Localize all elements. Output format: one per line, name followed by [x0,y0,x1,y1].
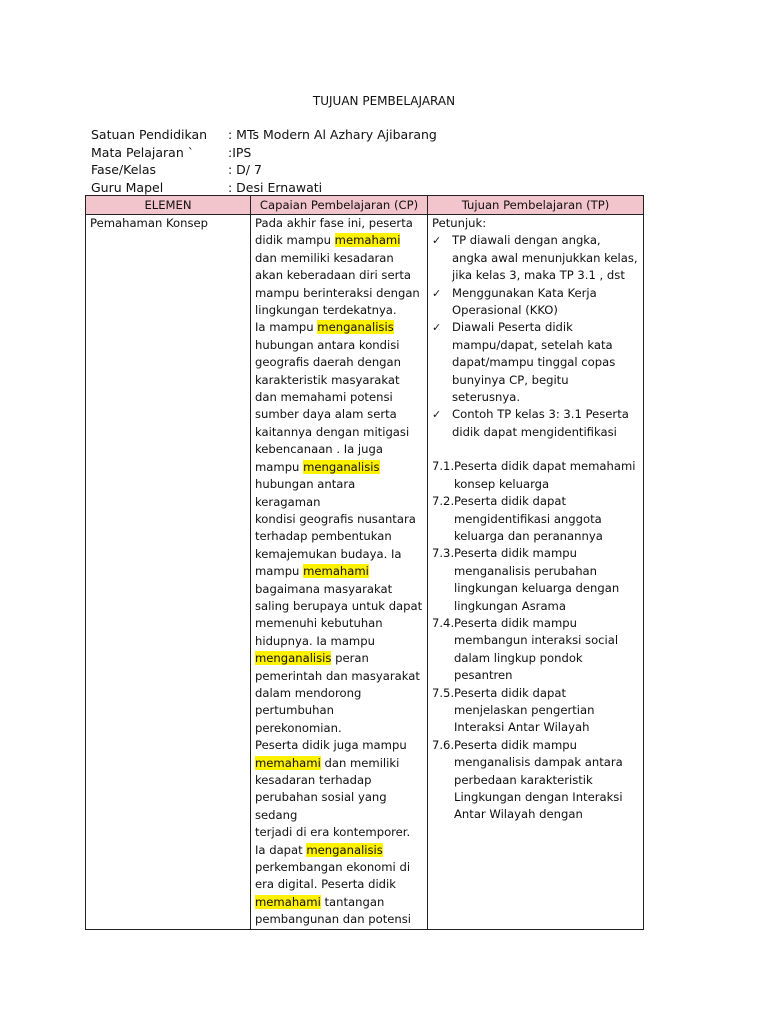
document-title: TUJUAN PEMBELAJARAN [312,94,456,108]
cp-text: hubungan antara keragaman [255,477,356,509]
tp-text: Peserta didik mampu menganalisis perubahan lingkungan keluarga dengan lingkungan Asrama [454,546,620,613]
tp-text: Peserta didik dapat memahami konsep keluarga [454,459,636,491]
meta-label: Fase/Kelas [91,162,157,177]
meta-row-school [91,126,437,144]
tp-item [432,493,639,545]
cp-text: tantangan pembangunan dan potensi [255,894,412,927]
meta-value: : MTs Modern Al Azhary Ajibarang [228,127,437,142]
cp-text: peran pemerintah dan masyarakat dalam mendorong pertumbuhan perekonomian. [255,651,420,735]
cp-cell [251,215,428,930]
meta-row-subject [91,144,437,162]
cp-text: Pada akhir fase ini, peserta didik mampu [255,216,413,248]
cp-text: bagaimana masyarakat saling berupaya untuk dapat memenuhi kebutuhan hidupnya. Ia mampu [255,581,423,648]
tp-number: 7.2. [432,494,455,509]
tp-item [432,545,639,615]
tp-number: 7.4. [432,615,455,630]
header-tp: Tujuan Pembelajaran (TP) [428,196,644,215]
checkmark-icon: ✓ [432,234,442,248]
cp-text: terjadi di era kontemporer. [255,825,411,840]
cp-text: dan memiliki kesadaran akan keberadaan diri serta mampu berinteraksi dengan lingkungan terdekatnya. [255,250,420,318]
tp-number: 7.6. [432,737,455,752]
instruction-checklist [432,232,639,441]
meta-row-phase-class [91,161,437,179]
tp-text: Peserta didik dapat menjelaskan pengertian Interaksi Antar Wilayah [454,685,595,735]
highlighted-verb: menganalisis [306,842,383,857]
meta-label: Mata Pelajaran ` [91,144,194,160]
meta-label: Guru Mapel [91,179,164,195]
cp-text: hubungan antara kondisi geografis daerah dengan karakteristik masyarakat dan memahami potensi sumber daya alam serta kaitannya dengan mitigasi kebencanaan . Ia juga mampu [255,337,410,474]
tp-item [432,458,639,493]
table-row [86,215,644,930]
cp-text: perkembangan ekonomi di era digital. Peserta didik [255,860,411,892]
tp-item [432,685,639,737]
table-header-row [86,196,644,215]
tp-item [432,615,639,685]
highlighted-verb: memahami [303,564,369,579]
document-meta [91,126,437,196]
learning-objectives-table [85,195,644,930]
tp-number: 7.1. [432,459,455,474]
tp-text: Peserta didik dapat mengidentifikasi anggota keluarga dan peranannya [454,494,603,543]
tp-number: 7.5. [432,685,455,700]
meta-value: :IPS [228,144,252,160]
header-element: ELEMEN [86,196,251,215]
cp-text: Ia dapat [255,842,307,857]
checklist-text: TP diawali dengan angka, angka awal menunjukkan kelas, jika kelas 3, maka TP 3.1 , dst [452,233,638,283]
meta-label: Satuan Pendidikan [91,127,208,142]
checkmark-icon: ✓ [432,286,442,300]
tp-text: Peserta didik mampu membangun interaksi social dalam lingkup pondok pesantren [454,615,619,683]
header-cp: Capaian Pembelajaran (CP) [251,196,428,215]
spacer [432,441,639,458]
checklist-item [432,406,639,441]
highlighted-verb: menganalisis [303,459,380,474]
element-cell: Pemahaman Konsep [86,215,251,930]
tp-text: Peserta didik mampu menganalisis dampak antara perbedaan karakteristik Lingkungan dengan Interaksi Antar Wilayah dengan [454,737,623,822]
highlighted-verb: memahami [334,233,401,248]
cp-text: kondisi geografis nusantara terhadap pembentukan kemajemukan budaya. Ia mampu [255,511,416,579]
highlighted-verb: memahami [255,755,321,770]
tp-instructions-label: Petunjuk: [432,216,487,230]
tp-number: 7.3. [432,546,455,561]
checklist-text: Menggunakan Kata Kerja Operasional (KKO) [452,285,597,318]
meta-row-teacher [91,179,437,197]
cp-text: dan memiliki kesadaran terhadap perubahan sosial yang sedang [255,755,400,822]
highlighted-verb: menganalisis [255,651,332,666]
tp-list [432,458,639,824]
checklist-text: Contoh TP kelas 3: 3.1 Peserta didik dapat mengidentifikasi [452,407,629,439]
tp-cell [428,215,644,930]
checklist-item [432,319,639,406]
tp-item [432,737,639,824]
cp-text: Peserta didik juga mampu [255,738,407,753]
meta-value: : Desi Ernawati [228,179,323,195]
checkmark-icon: ✓ [432,408,442,422]
meta-value: : D/ 7 [228,162,262,177]
highlighted-verb: memahami [255,894,321,909]
checklist-item [432,285,639,320]
highlighted-verb: menganalisis [317,320,394,335]
checkmark-icon: ✓ [432,321,442,335]
checklist-item [432,232,639,284]
checklist-text: Diawali Peserta didik mampu/dapat, setelah kata dapat/mampu tinggal copas bunyinya CP, begitu seterusnya. [452,320,616,405]
cp-text: Ia mampu [255,320,318,335]
